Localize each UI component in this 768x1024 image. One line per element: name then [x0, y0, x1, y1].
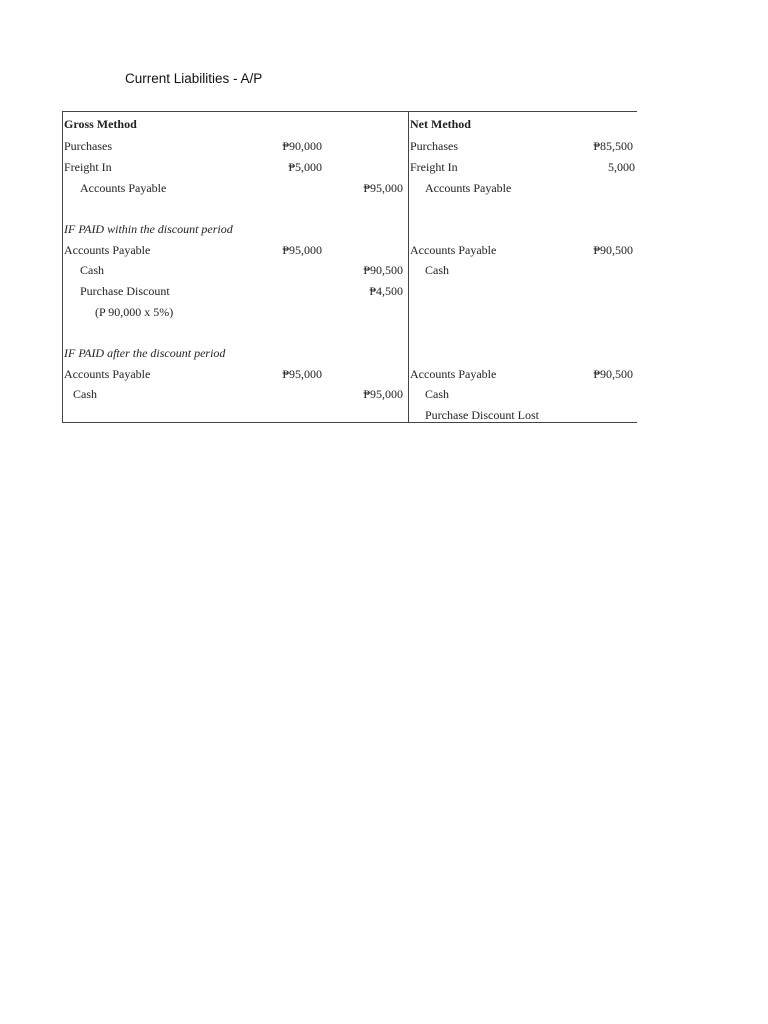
gross-purchases-label: Purchases — [64, 139, 112, 153]
net-within-ap-amount: ₱90,500 — [593, 243, 633, 257]
gross-within-cash-amount: ₱90,500 — [363, 263, 403, 277]
gross-ap-label: Accounts Payable — [80, 181, 167, 195]
net-freight-amount: 5,000 — [608, 160, 635, 174]
net-after-cash-label: Cash — [425, 387, 449, 401]
gross-within-heading: IF PAID within the discount period — [64, 222, 233, 236]
net-within-cash-label: Cash — [425, 263, 449, 277]
gross-purchases-amount: ₱90,000 — [282, 139, 322, 153]
net-purchases-amount: ₱85,500 — [593, 139, 633, 153]
net-after-ap-amount: ₱90,500 — [593, 367, 633, 381]
gross-after-ap-label: Accounts Payable — [64, 367, 151, 381]
net-within-ap-label: Accounts Payable — [410, 243, 497, 257]
gross-within-ap-amount: ₱95,000 — [282, 243, 322, 257]
net-ap-label: Accounts Payable — [425, 181, 512, 195]
gross-within-pd-label: Purchase Discount — [80, 284, 170, 298]
gross-freight-label: Freight In — [64, 160, 112, 174]
net-after-pdl-label: Purchase Discount Lost — [425, 408, 539, 422]
gross-within-pd-amount: ₱4,500 — [369, 284, 403, 298]
gross-freight-amount: ₱5,000 — [288, 160, 322, 174]
gross-ap-amount: ₱95,000 — [363, 181, 403, 195]
page-title: Current Liabilities - A/P — [125, 71, 263, 86]
gross-within-ap-label: Accounts Payable — [64, 243, 151, 257]
net-freight-label: Freight In — [410, 160, 458, 174]
net-after-ap-label: Accounts Payable — [410, 367, 497, 381]
gross-within-calc: (P 90,000 x 5%) — [95, 305, 174, 319]
net-purchases-label: Purchases — [410, 139, 458, 153]
gross-within-cash-label: Cash — [80, 263, 104, 277]
gross-method-heading: Gross Method — [64, 117, 137, 131]
gross-after-cash-label: Cash — [73, 387, 97, 401]
column-divider — [408, 111, 409, 423]
gross-after-cash-amount: ₱95,000 — [363, 387, 403, 401]
gross-after-ap-amount: ₱95,000 — [282, 367, 322, 381]
gross-after-heading: IF PAID after the discount period — [64, 346, 226, 360]
net-method-heading: Net Method — [410, 117, 471, 131]
